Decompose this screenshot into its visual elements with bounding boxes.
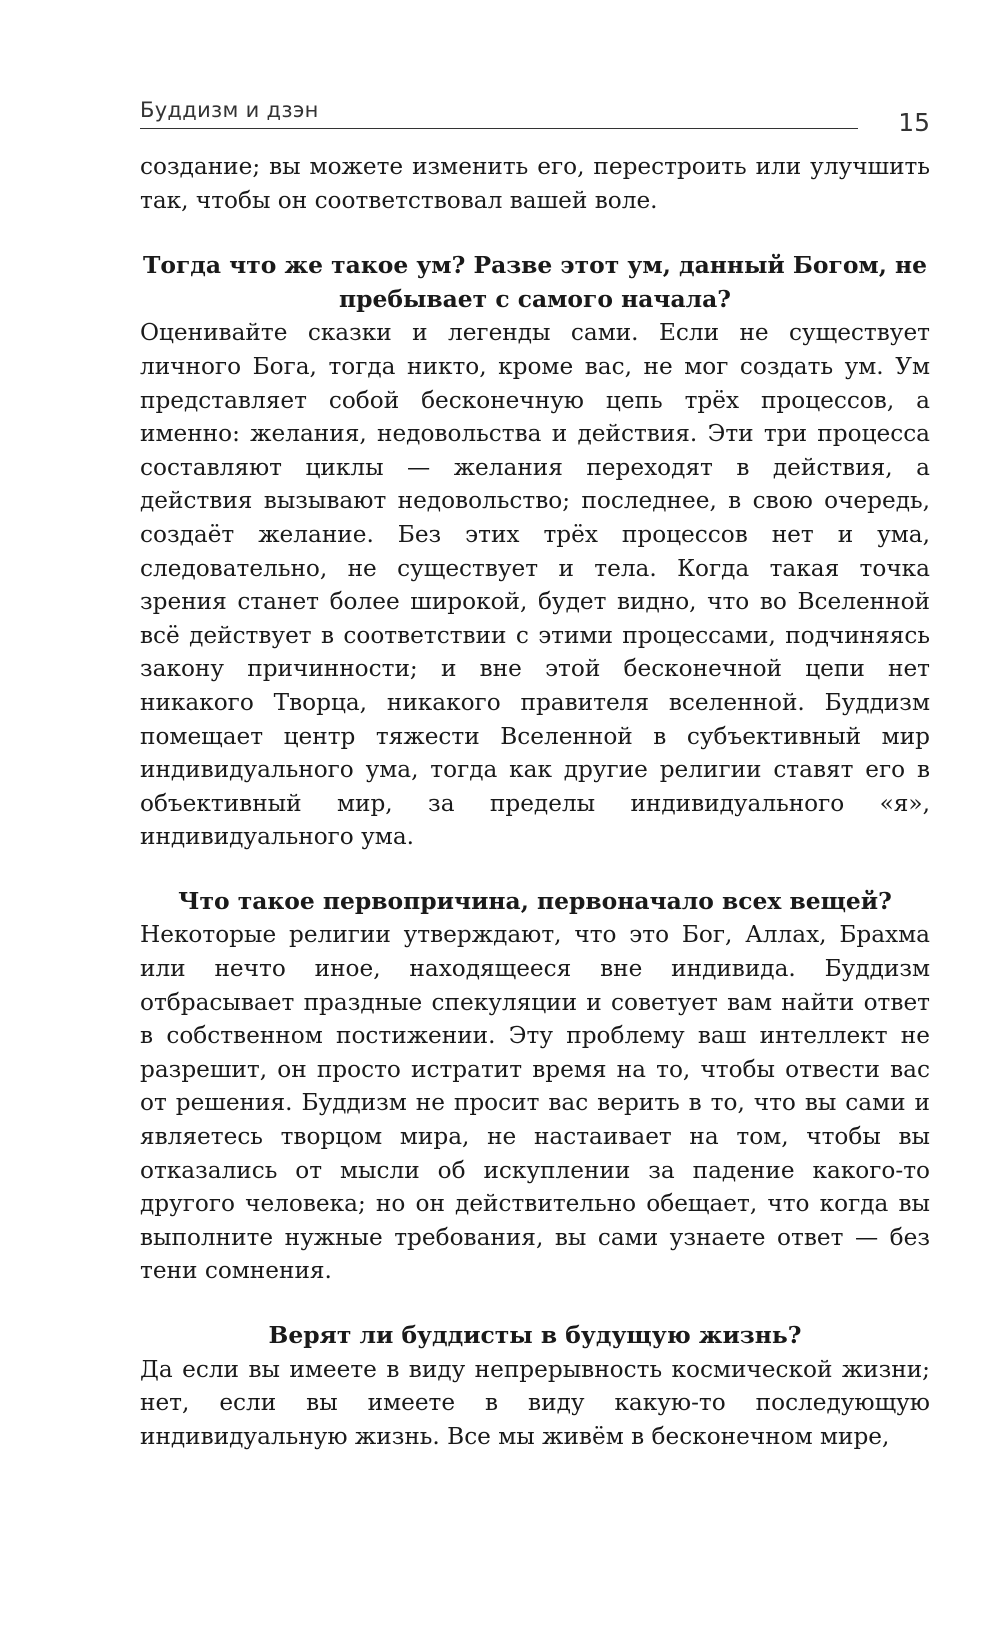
page-header (140, 96, 930, 140)
question-heading-future-life: Верят ли буддисты в будущую жизнь? (268, 1321, 802, 1349)
header-rule (140, 128, 858, 129)
answer-paragraph-mind: Оценивайте сказки и легенды сами. Если не существует личного Бога, тогда никто, кроме вас, не мог создать ум. Ум представляет собой бесконечную цепь трёх процессов, а именно: желания, недовольства и действия. Эти три процесса составляют циклы — желания переходят в действия, а действия вызывают недовольство; последнее, в свою очередь, создаёт желание. Без этих трёх процессов нет и ума, следовательно, не существует и тела. Когда такая точка зрения станет более широкой, будет видно, что во Вселенной всё действует в соответствии с этими процессами, подчиняясь закону причинности; и вне этой бесконечной цепи нет никакого Творца, никакого правителя вселенной. Буддизм помещает центр тяжести Вселенной в субъективный мир индивидуального ума, тогда как другие религии ставят его в объективный мир, за пределы индивидуального «я», индивидуального ума. (140, 319, 930, 851)
page-number: 15 (898, 108, 930, 137)
continued-paragraph: создание; вы можете изменить его, перестроить или улучшить так, чтобы он соответствовал вашей воле. (140, 153, 930, 214)
answer-paragraph-future-life: Да если вы имеете в виду непрерывность космической жизни; нет, если вы имеете в виду какую-то последующую индивидуальную жизнь. Все мы живём в бесконечном мире, (140, 1355, 930, 1450)
running-title: Буддизм и дзэн (140, 98, 319, 122)
page-body (140, 150, 930, 1453)
question-heading-mind: Тогда что же такое ум? Разве этот ум, данный Богом, не пребывает с самого начала? (142, 251, 928, 313)
question-heading-first-cause: Что такое первопричина, первоначало всех вещей? (178, 886, 892, 915)
answer-paragraph-first-cause: Некоторые религии утверждают, что это Бог, Аллах, Брахма или нечто иное, находящееся вне индивида. Буддизм отбрасывает праздные спекуляции и советует вам найти ответ в собственном постижении. Эту проблему ваш интеллект не разрешит, он просто истратит время на то, чтобы отвести вас от решения. Буддизм не просит вас верить в то, что вы сами и являетесь творцом мира, не настаивает на том, чтобы вы отказались от мысли об искуплении за падение какого-то другого человека; но он действительно обещает, что когда вы выполните нужные требования, вы сами узнаете ответ — без тени сомнения. (140, 921, 930, 1285)
